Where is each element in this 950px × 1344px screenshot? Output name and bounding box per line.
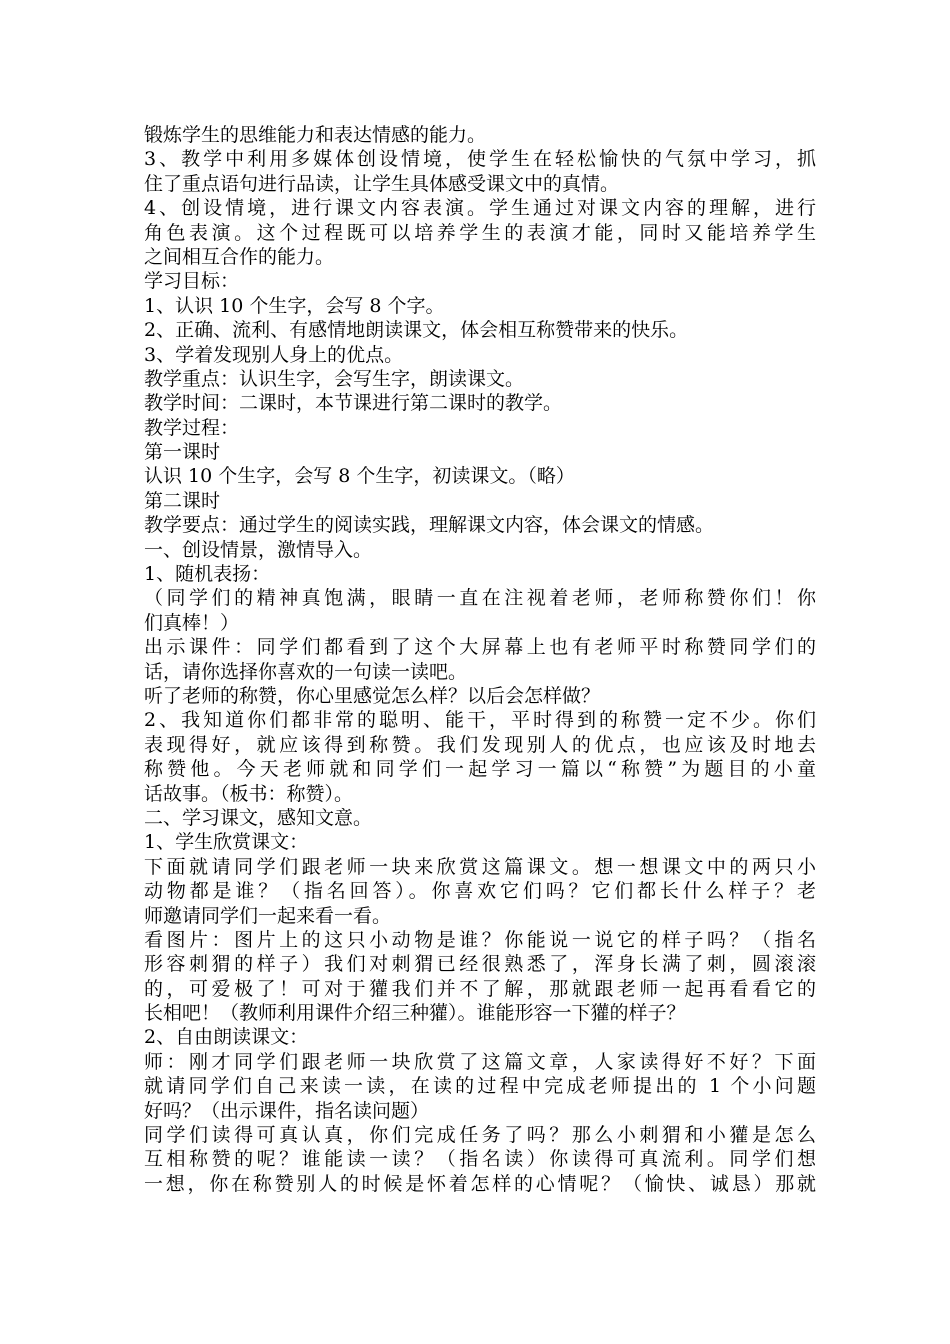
text-line: 话，请你选择你喜欢的一句读一读吧。 (144, 660, 468, 683)
text-line: 表现得好，就应该得到称赞。我们发现别人的优点，也应该及时地去 (144, 733, 816, 756)
text-line: 互相称赞的呢？谁能读一读？（指名读）你读得可真流利。同学们想 (144, 1148, 816, 1171)
text-line: 一、创设情景，激情导入。 (144, 538, 373, 561)
text-line: 1、认识 10 个生字，会写 8 个字。 (144, 294, 445, 317)
text-line: 同学们读得可真认真，你们完成任务了吗？那么小刺猬和小獾是怎么 (144, 1124, 816, 1147)
text-line: 好吗？（出示课件，指名读问题） (144, 1099, 430, 1122)
text-line: 出示课件：同学们都看到了这个大屏幕上也有老师平时称赞同学们的 (144, 636, 816, 659)
text-line: 的，可爱极了！可对于獾我们并不了解，那就跟老师一起再看看它的 (144, 977, 816, 1000)
text-line: 话故事。（板书：称赞）。 (144, 782, 354, 805)
text-line: 长相吧！（教师利用课件介绍三种獾）。谁能形容一下獾的样子？ (144, 1002, 686, 1025)
text-line: 2、自由朗读课文： (144, 1026, 309, 1049)
text-line: 角色表演。这个过程既可以培养学生的表演才能，同时又能培养学生 (144, 221, 816, 244)
text-line: 师：刚才同学们跟老师一块欣赏了这篇文章，人家读得好不好？下面 (144, 1050, 816, 1073)
text-line: 们真棒！） (144, 611, 240, 634)
text-line: 第一课时 (144, 441, 221, 464)
text-line: 教学过程： (144, 416, 240, 439)
text-line: 第二课时 (144, 489, 221, 512)
text-line: 形容刺猬的样子）我们对刺猬已经很熟悉了，浑身长满了刺，圆滚滚 (144, 953, 816, 976)
text-line: 称赞他。今天老师就和同学们一起学习一篇以“称赞”为题目的小童 (144, 758, 816, 781)
text-line: 1、学生欣赏课文： (144, 831, 309, 854)
text-line: 之间相互合作的能力。 (144, 245, 335, 268)
text-line: 下面就请同学们跟老师一块来欣赏这篇课文。想一想课文中的两只小 (144, 855, 816, 878)
document-body (144, 123, 816, 1196)
text-line: 听了老师的称赞，你心里感觉怎么样？以后会怎样做？ (144, 684, 601, 707)
text-line: 二、学习课文，感知文意。 (144, 806, 373, 829)
text-line: 就请同学们自己来读一读，在读的过程中完成老师提出的 1 个小问题 (144, 1075, 816, 1098)
text-line: 看图片：图片上的这只小动物是谁？你能说一说它的样子吗？（指名 (144, 928, 816, 951)
text-line: 住了重点语句进行品读，让学生具体感受课文中的真情。 (144, 172, 620, 195)
text-line: 1、随机表扬： (144, 563, 271, 586)
text-line: 教学时间：二课时，本节课进行第二课时的教学。 (144, 392, 563, 415)
text-line: 师邀请同学们一起来看一看。 (144, 904, 392, 927)
text-line: 认识 10 个生字，会写 8 个生字，初读课文。（略） (144, 465, 575, 488)
text-line: 教学要点：通过学生的阅读实践，理解课文内容，体会课文的情感。 (144, 514, 715, 537)
text-line: 3、学着发现别人身上的优点。 (144, 343, 404, 366)
text-line: （同学们的精神真饱满，眼睛一直在注视着老师，老师称赞你们！你 (144, 587, 816, 610)
text-line: 锻炼学生的思维能力和表达情感的能力。 (144, 124, 487, 146)
text-line: 4、创设情境，进行课文内容表演。学生通过对课文内容的理解，进行 (144, 197, 816, 220)
text-line: 2、我知道你们都非常的聪明、能干，平时得到的称赞一定不少。你们 (144, 709, 816, 732)
text-line: 3、教学中利用多媒体创设情境，使学生在轻松愉快的气氛中学习，抓 (144, 148, 816, 171)
text-line: 学习目标： (144, 270, 240, 293)
text-line: 动物都是谁？（指名回答）。你喜欢它们吗？它们都长什么样子？老 (144, 880, 816, 903)
text-line: 教学重点：认识生字，会写生字，朗读课文。 (144, 367, 525, 390)
text-line: 2、正确、流利、有感情地朗读课文，体会相互称赞带来的快乐。 (144, 319, 689, 342)
text-line: 一想，你在称赞别人的时候是怀着怎样的心情呢？（愉快、诚恳）那就 (144, 1172, 816, 1195)
